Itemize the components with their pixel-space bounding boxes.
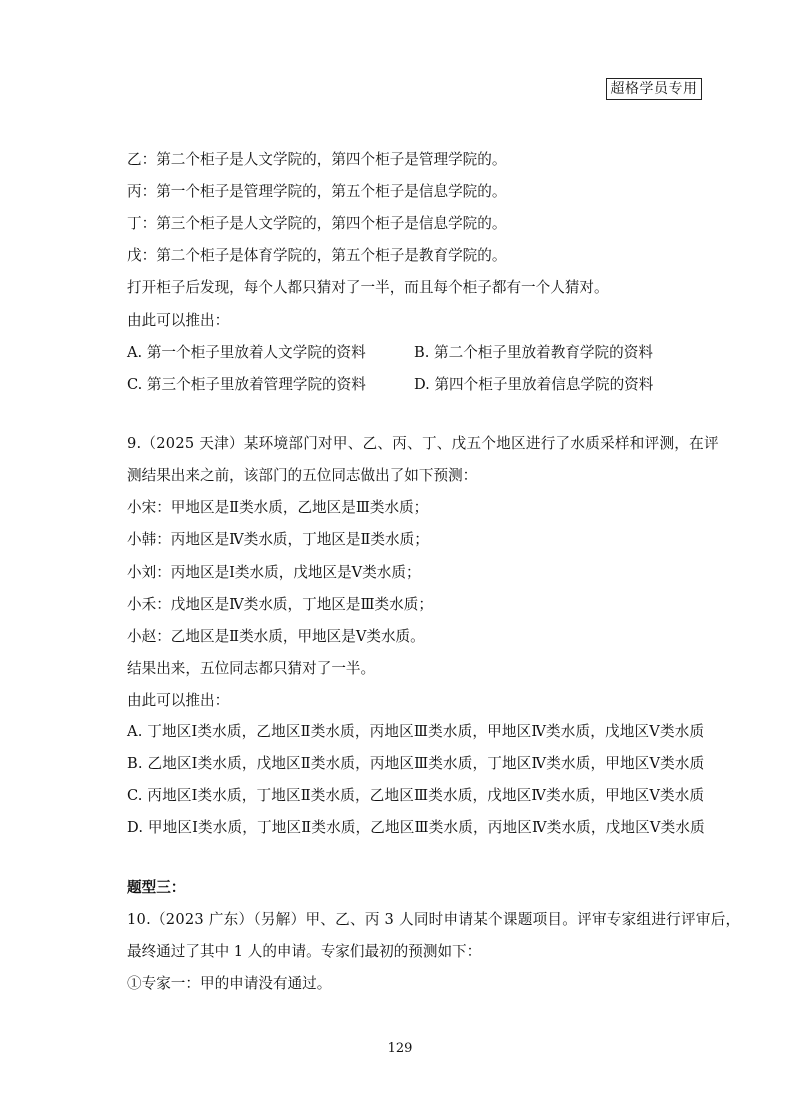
q9-option-d: D. 甲地区Ⅰ类水质，丁地区Ⅱ类水质，乙地区Ⅲ类水质，丙地区Ⅳ类水质，戊地区Ⅴ类水质 <box>127 819 705 836</box>
q9-stem-line2: 测结果出来之前，该部门的五位同志做出了如下预测： <box>127 467 478 484</box>
q8-statement-yi: 乙：第二个柜子是人文学院的，第四个柜子是管理学院的。 <box>127 151 507 168</box>
q8-option-b: B. 第二个柜子里放着教育学院的资料 <box>414 344 653 361</box>
q8-statement-ding: 丁：第三个柜子是人文学院的，第四个柜子是信息学院的。 <box>127 215 507 232</box>
student-only-badge: 超格学员专用 <box>606 78 702 100</box>
q9-prediction-he: 小禾：戊地区是Ⅳ类水质，丁地区是Ⅲ类水质； <box>127 596 433 613</box>
q9-prediction-zhao: 小赵：乙地区是Ⅱ类水质，甲地区是Ⅴ类水质。 <box>127 628 425 645</box>
q9-prediction-song: 小宋：甲地区是Ⅱ类水质，乙地区是Ⅲ类水质； <box>127 499 429 516</box>
q9-infer-prompt: 由此可以推出： <box>127 692 230 709</box>
q9-option-b: B. 乙地区Ⅰ类水质，戊地区Ⅱ类水质，丙地区Ⅲ类水质，丁地区Ⅳ类水质，甲地区Ⅴ类水质 <box>127 755 705 772</box>
q9-prediction-liu: 小刘：丙地区是Ⅰ类水质，戊地区是Ⅴ类水质； <box>127 564 421 581</box>
q8-option-d: D. 第四个柜子里放着信息学院的资料 <box>414 376 654 393</box>
q9-result: 结果出来，五位同志都只猜对了一半。 <box>127 660 376 677</box>
q8-option-c: C. 第三个柜子里放着管理学院的资料 <box>127 376 366 393</box>
q9-option-a: A. 丁地区Ⅰ类水质，乙地区Ⅱ类水质，丙地区Ⅲ类水质，甲地区Ⅳ类水质，戊地区Ⅴ类水质 <box>127 723 705 740</box>
q8-statement-wu: 戊：第二个柜子是体育学院的，第五个柜子是教育学院的。 <box>127 247 507 264</box>
q9-option-c: C. 丙地区Ⅰ类水质，丁地区Ⅱ类水质，乙地区Ⅲ类水质，戊地区Ⅳ类水质，甲地区Ⅴ类水质 <box>127 787 705 804</box>
q10-stem-line1: 10.（2023 广东）（另解）甲、乙、丙 3 人同时申请某个课题项目。评审专家组进行评审后， <box>127 911 741 928</box>
q9-stem-line1: 9.（2025 天津）某环境部门对甲、乙、丙、丁、戊五个地区进行了水质采样和评测，在评 <box>127 435 719 452</box>
section-title: 题型三： <box>127 879 186 896</box>
q8-statement-bing: 丙：第一个柜子是管理学院的，第五个柜子是信息学院的。 <box>127 183 507 200</box>
q9-prediction-han: 小韩：丙地区是Ⅳ类水质，丁地区是Ⅱ类水质； <box>127 531 429 548</box>
page-number: 129 <box>387 1041 413 1056</box>
q10-expert-one: ①专家一：甲的申请没有通过。 <box>127 975 332 992</box>
q8-infer-prompt: 由此可以推出： <box>127 312 230 329</box>
q8-finding: 打开柜子后发现，每个人都只猜对了一半，而且每个柜子都有一个人猜对。 <box>127 279 609 296</box>
q10-stem-line2: 最终通过了其中 1 人的申请。专家们最初的预测如下： <box>127 943 482 960</box>
q8-option-a: A. 第一个柜子里放着人文学院的资料 <box>127 344 366 361</box>
